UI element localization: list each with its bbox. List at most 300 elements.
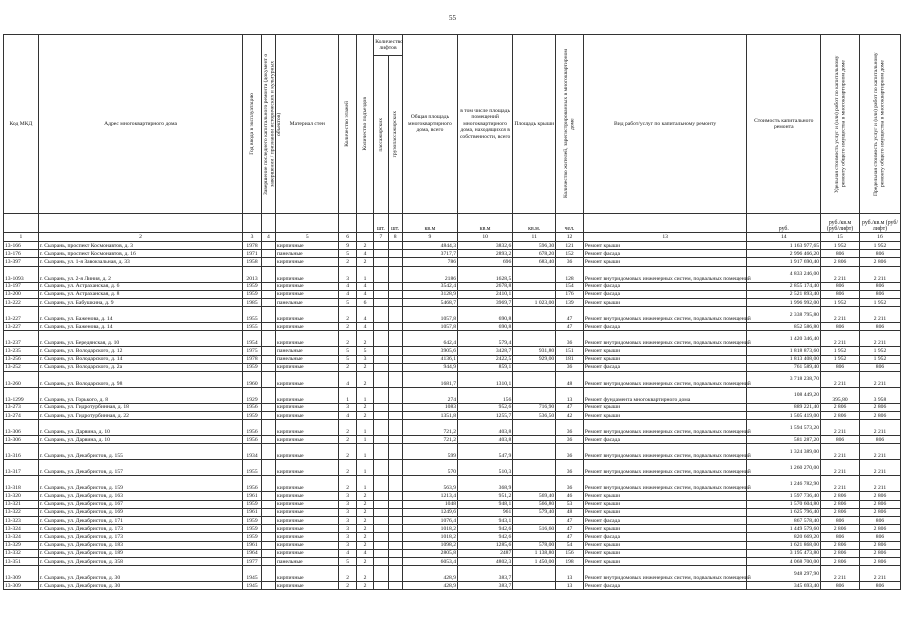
table-cell	[374, 242, 388, 250]
column-number: 8	[388, 233, 402, 242]
table-cell: 1 952	[821, 242, 860, 250]
table-cell: 13-1299	[4, 387, 39, 403]
table-cell: 1955	[243, 460, 261, 476]
table-cell: 3832,6	[458, 242, 513, 250]
table-cell: 1	[356, 476, 373, 492]
table-cell: панельные	[276, 347, 339, 355]
table-cell	[388, 258, 402, 266]
unit-cell: руб./кв.м (руб/лифт)	[821, 214, 860, 233]
table-cell: Ремонт фасада	[583, 282, 747, 290]
table-cell: 5	[339, 347, 356, 355]
table-cell: кирпичные	[276, 290, 339, 298]
table-cell: 2	[356, 566, 373, 582]
table-cell: 13-323	[4, 517, 39, 525]
table-cell: 13-273	[4, 403, 39, 411]
table-cell	[261, 492, 275, 500]
table-cell: 139	[556, 298, 584, 306]
table-cell: 1 505 419,00	[747, 412, 821, 420]
table-cell	[513, 371, 556, 387]
table-cell: 2 806	[859, 557, 900, 565]
table-cell: г. Сызрань, проспект Космонавтов, д. 16	[38, 250, 243, 258]
table-cell: 806	[821, 290, 860, 298]
table-cell: 6	[356, 298, 373, 306]
table-cell: 4	[356, 290, 373, 298]
table-cell	[261, 258, 275, 266]
table-cell: 5	[339, 298, 356, 306]
table-cell: 2 806	[859, 500, 900, 508]
table-cell: 806	[859, 517, 900, 525]
table-cell: 1	[339, 387, 356, 403]
table-cell: 3	[339, 525, 356, 533]
table-cell: 6053,4	[402, 557, 457, 565]
table-cell: 2	[356, 582, 373, 590]
page-number: 55	[449, 14, 456, 22]
table-cell: г. Сызрань, ул. Володарского, д. 98	[38, 371, 243, 387]
table-cell: г. Сызрань, ул. Бередянская, д. 10	[38, 331, 243, 347]
table-row	[4, 533, 901, 541]
table-cell: 1971	[243, 250, 261, 258]
table-cell: 1 246 782,90	[747, 476, 821, 492]
table-cell: 1960	[243, 371, 261, 387]
table-cell: 13-316	[4, 444, 39, 460]
table-cell: Ремонт фасада	[583, 363, 747, 371]
table-row	[4, 460, 901, 476]
header-entrances: Количество подъездов	[361, 97, 368, 151]
table-cell: 36	[556, 363, 584, 371]
table-cell	[388, 444, 402, 460]
table-cell	[388, 500, 402, 508]
table-cell: 2 806	[821, 557, 860, 565]
table-cell: 2	[356, 533, 373, 541]
table-cell: 1	[356, 460, 373, 476]
table-cell: 579,40	[513, 508, 556, 516]
table-cell	[388, 331, 402, 347]
table-cell: 806	[821, 282, 860, 290]
table-cell: кирпичные	[276, 282, 339, 290]
table-cell: г. Сызрань, ул. Баженова, д. 14	[38, 323, 243, 331]
table-cell: 536,50	[513, 412, 556, 420]
table-cell: Ремонт внутридомовых инженерных систем, подвальных помещений	[583, 307, 747, 323]
table-cell: 683,40	[513, 258, 556, 266]
table-cell: кирпичные	[276, 566, 339, 582]
table-cell: 1018,2	[402, 525, 457, 533]
table-cell: 806	[821, 250, 860, 258]
table-cell	[513, 290, 556, 298]
table-cell: 13-274	[4, 412, 39, 420]
header-max-cost: Предельная стоимость услуг и (или) работ по капитальному ремонту общего имущества в многоквартирном доме	[873, 52, 886, 196]
table-cell: г. Сызрань, ул. Декабристов, д. 171	[38, 517, 243, 525]
table-cell: 13-309	[4, 566, 39, 582]
table-cell: 3 718 238,70	[747, 371, 821, 387]
table-cell	[374, 460, 388, 476]
table-cell: 1 621 868,00	[747, 541, 821, 549]
table-cell: 2 211	[859, 476, 900, 492]
table-cell: г. Сызрань, ул. Астраханская, д. 6	[38, 282, 243, 290]
table-cell: 47	[556, 307, 584, 323]
table-cell: г. Сызрань, ул. Гидротурбинная, д. 18	[38, 403, 243, 411]
table-cell: 596,30	[513, 242, 556, 250]
table-cell: 2 211	[821, 566, 860, 582]
table-cell: Ремонт крыши	[583, 549, 747, 557]
table-cell	[388, 266, 402, 282]
table-cell: 578,00	[513, 541, 556, 549]
table-cell: 13-227	[4, 323, 39, 331]
table-cell: 566,80	[513, 500, 556, 508]
table-cell: Ремонт внутридомовых инженерных систем, подвальных помещений	[583, 371, 747, 387]
table-cell: 599	[402, 444, 457, 460]
table-row	[4, 492, 901, 500]
table-cell: Ремонт внутридомовых инженерных систем, подвальных помещений	[583, 460, 747, 476]
table-cell	[388, 549, 402, 557]
table-cell: 1956	[243, 436, 261, 444]
table-cell	[261, 363, 275, 371]
table-cell	[513, 323, 556, 331]
table-cell	[513, 307, 556, 323]
table-cell: 428,9	[402, 566, 457, 582]
table-cell	[388, 403, 402, 411]
table-cell: 1	[356, 387, 373, 403]
table-cell: 2	[356, 541, 373, 549]
table-cell	[374, 476, 388, 492]
table-cell: 678,20	[513, 250, 556, 258]
table-cell: 13-324	[4, 533, 39, 541]
table-cell: 1959	[243, 517, 261, 525]
table-cell	[374, 549, 388, 557]
table-cell: 13-197	[4, 282, 39, 290]
table-cell: Ремонт внутридомовых инженерных систем, подвальных помещений	[583, 444, 747, 460]
table-cell: 806	[859, 363, 900, 371]
table-cell	[513, 566, 556, 582]
table-cell: 53	[556, 500, 584, 508]
table-cell: 2 806	[859, 525, 900, 533]
table-cell: 1	[356, 420, 373, 436]
table-cell: кирпичные	[276, 476, 339, 492]
table-row	[4, 508, 901, 516]
table-cell	[388, 557, 402, 565]
table-cell: 4802,3	[458, 557, 513, 565]
table-cell: 2 806	[821, 258, 860, 266]
table-cell: 47	[556, 323, 584, 331]
table-cell	[388, 323, 402, 331]
table-cell: 1955	[243, 307, 261, 323]
table-cell: 1 952	[821, 298, 860, 306]
table-cell	[261, 566, 275, 582]
table-cell: 4136,1	[402, 355, 457, 363]
table-cell: 4	[339, 290, 356, 298]
table-cell: панельные	[276, 355, 339, 363]
table-cell: 13-329	[4, 541, 39, 549]
table-cell: 368,9	[458, 476, 513, 492]
table-cell	[513, 476, 556, 492]
table-cell	[388, 387, 402, 403]
table-cell	[261, 436, 275, 444]
table-row	[4, 282, 901, 290]
table-cell	[374, 371, 388, 387]
table-cell: Ремонт внутридомовых инженерных систем, подвальных помещений	[583, 476, 747, 492]
table-cell: 2	[356, 363, 373, 371]
table-cell: 1 570 604,80	[747, 500, 821, 508]
column-number: 14	[747, 233, 821, 242]
table-cell: 3	[339, 517, 356, 525]
table-cell: 1 324 389,00	[747, 444, 821, 460]
table-cell: 696	[458, 258, 513, 266]
table-cell: Ремонт внутридомовых инженерных систем, подвальных помещений	[583, 266, 747, 282]
table-cell: 2	[356, 412, 373, 420]
table-cell: 1285,6	[458, 541, 513, 549]
table-cell: 2 855 174,40	[747, 282, 821, 290]
table-cell: 806	[859, 582, 900, 590]
table-cell: 961	[458, 508, 513, 516]
column-number: 4	[261, 233, 275, 242]
table-cell: 13-200	[4, 290, 39, 298]
table-cell: Ремонт крыши	[583, 242, 747, 250]
table-cell: 1 450,00	[513, 557, 556, 565]
table-cell: 403,8	[458, 436, 513, 444]
table-row	[4, 444, 901, 460]
table-cell	[261, 282, 275, 290]
unit-cell: кв.м.	[513, 214, 556, 233]
table-cell: 569,40	[513, 492, 556, 500]
table-cell: г. Сызрань, ул. Володарского, д. 12	[38, 347, 243, 355]
table-cell: 1961	[243, 508, 261, 516]
table-cell: Ремонт крыши	[583, 557, 747, 565]
table-cell: г. Сызрань, ул. Декабристов, д. 30	[38, 566, 243, 582]
table-cell: 1959	[243, 533, 261, 541]
table-cell: г. Сызрань, ул. Декабристов, д. 159	[38, 476, 243, 492]
table-cell: 2 806	[859, 492, 900, 500]
table-cell	[388, 476, 402, 492]
table-cell: 2 806	[821, 492, 860, 500]
table-cell: 1956	[243, 476, 261, 492]
table-cell: 198	[556, 557, 584, 565]
table-cell: 2	[339, 420, 356, 436]
table-cell: 3905,6	[402, 347, 457, 355]
table-cell: г. Сызрань, ул. Астраханская, д. 8	[38, 290, 243, 298]
table-cell: 4844,3	[402, 242, 457, 250]
table-cell: Ремонт крыши	[583, 508, 747, 516]
table-cell: 1 818 873,60	[747, 347, 821, 355]
column-number: 15	[821, 233, 860, 242]
table-cell	[374, 582, 388, 590]
table-cell: 948,1	[458, 500, 513, 508]
table-cell: 3	[339, 403, 356, 411]
table-cell	[261, 266, 275, 282]
table-cell: 3 958	[859, 387, 900, 403]
table-cell	[261, 242, 275, 250]
table-cell	[388, 355, 402, 363]
table-cell: Ремонт фасада	[583, 533, 747, 541]
table-cell: кирпичные	[276, 323, 339, 331]
table-cell	[388, 363, 402, 371]
table-cell	[388, 492, 402, 500]
table-cell: 942,6	[458, 533, 513, 541]
table-cell: 2186	[402, 266, 457, 282]
unit-cell: кв.м	[458, 214, 513, 233]
table-cell: г. Сызрань, ул. Декабристов, д. 173	[38, 533, 243, 541]
table-row	[4, 250, 901, 258]
table-cell: 13-309	[4, 582, 39, 590]
table-cell	[261, 420, 275, 436]
table-cell: Ремонт крыши	[583, 403, 747, 411]
table-cell: 2 806	[859, 549, 900, 557]
table-cell: 2	[339, 307, 356, 323]
table-cell: кирпичные	[276, 258, 339, 266]
table-cell: г. Сызрань, ул. Володарского, д. 14	[38, 355, 243, 363]
table-cell	[261, 290, 275, 298]
table-cell: 1083	[402, 403, 457, 411]
header-year: Год ввода в эксплуатацию	[248, 93, 255, 155]
column-number: 9	[402, 233, 457, 242]
table-cell: 3	[339, 508, 356, 516]
table-row	[4, 525, 901, 533]
table-cell	[261, 371, 275, 387]
table-cell	[374, 412, 388, 420]
table-cell	[261, 517, 275, 525]
table-cell: 1098,2	[402, 541, 457, 549]
table-cell: 1255,7	[458, 412, 513, 420]
table-cell	[513, 420, 556, 436]
table-cell: 2 996 466,20	[747, 250, 821, 258]
table-cell: г. Сызрань, ул. Гидротурбинная, д. 22	[38, 412, 243, 420]
table-cell: 3	[339, 266, 356, 282]
table-cell: 156	[458, 387, 513, 403]
table-cell: 36	[556, 420, 584, 436]
unit-cell: руб.	[747, 214, 821, 233]
table-cell: 1977	[243, 557, 261, 565]
table-cell: 1945	[243, 566, 261, 582]
table-cell: 2 211	[859, 371, 900, 387]
table-cell: г. Сызрань, ул. Декабристов, д. 189	[38, 549, 243, 557]
table-cell: 2 806	[821, 403, 860, 411]
table-cell: 4	[356, 282, 373, 290]
table-cell: 570	[402, 460, 457, 476]
table-row	[4, 298, 901, 306]
table-cell: кирпичные	[276, 371, 339, 387]
table-cell: 948 297,90	[747, 566, 821, 582]
table-cell: 547,9	[458, 444, 513, 460]
table-cell	[513, 582, 556, 590]
table-cell: панельные	[276, 557, 339, 565]
table-cell: 4	[339, 412, 356, 420]
table-cell: 1956	[243, 403, 261, 411]
unit-cell: чел.	[556, 214, 584, 233]
units-row	[4, 214, 901, 233]
table-cell: 181	[556, 355, 584, 363]
table-cell	[374, 541, 388, 549]
header-work-type: Вид работ/услуг по капитальному ремонту	[583, 35, 747, 214]
table-cell: 3 195 473,80	[747, 549, 821, 557]
table-cell: 2 211	[859, 331, 900, 347]
table-cell	[374, 282, 388, 290]
table-cell: 13-320	[4, 492, 39, 500]
table-cell: 2	[339, 476, 356, 492]
table-cell: 2678,8	[458, 282, 513, 290]
table-cell: 1958	[243, 258, 261, 266]
table-cell: 2805,8	[402, 549, 457, 557]
table-cell: 1959	[243, 363, 261, 371]
table-row	[4, 549, 901, 557]
table-cell	[374, 492, 388, 500]
table-row	[4, 363, 901, 371]
unit-cell: шт.	[388, 214, 402, 233]
table-cell: 13-256	[4, 355, 39, 363]
header-total-area: Общая площадь многоквартирного дома, всего	[402, 35, 457, 214]
table-cell	[388, 582, 402, 590]
table-cell: 48	[556, 371, 584, 387]
table-cell: 2 806	[821, 541, 860, 549]
column-number: 5	[276, 233, 339, 242]
table-cell: 952,6	[458, 403, 513, 411]
table-cell	[513, 517, 556, 525]
table-cell: 4 833 246,00	[747, 266, 821, 282]
table-cell	[261, 323, 275, 331]
table-cell: 36	[556, 476, 584, 492]
table-cell	[374, 557, 388, 565]
table-cell: 13-318	[4, 476, 39, 492]
table-cell: 1076,4	[402, 517, 457, 525]
table-cell: 2 806	[859, 412, 900, 420]
table-cell: 951,2	[458, 492, 513, 500]
table-cell	[261, 347, 275, 355]
table-cell: 4 068 700,00	[747, 557, 821, 565]
table-cell: 2 211	[821, 476, 860, 492]
header-address: Адрес многоквартирного дома	[38, 35, 243, 214]
table-cell: 5	[339, 355, 356, 363]
table-cell: 1057,8	[402, 323, 457, 331]
table-cell: 1628,5	[458, 266, 513, 282]
table-cell: 1 996 992,00	[747, 298, 821, 306]
column-number: 11	[513, 233, 556, 242]
table-cell: 852 586,80	[747, 323, 821, 331]
table-cell	[374, 444, 388, 460]
table-cell: 2	[356, 557, 373, 565]
table-cell: 2	[339, 444, 356, 460]
table-cell: кирпичные	[276, 403, 339, 411]
table-cell: кирпичные	[276, 307, 339, 323]
table-cell: 2	[356, 331, 373, 347]
table-cell: 3542,4	[402, 282, 457, 290]
table-cell	[374, 508, 388, 516]
table-cell: г. Сызрань, ул. Декабристов, д. 157	[38, 460, 243, 476]
table-cell	[388, 508, 402, 516]
table-cell: кирпичные	[276, 525, 339, 533]
table-cell: панельные	[276, 298, 339, 306]
table-row	[4, 403, 901, 411]
table-cell	[374, 266, 388, 282]
table-cell: 761 589,40	[747, 363, 821, 371]
table-cell	[261, 298, 275, 306]
table-cell: 13-332	[4, 549, 39, 557]
table-cell	[388, 517, 402, 525]
table-cell: 516,60	[513, 525, 556, 533]
table-cell	[374, 355, 388, 363]
table-cell: 13-306	[4, 420, 39, 436]
table-cell: 47	[556, 403, 584, 411]
table-cell: 2 338 795,80	[747, 307, 821, 323]
table-cell: 36	[556, 444, 584, 460]
table-cell: 806	[859, 282, 900, 290]
table-cell: 4	[339, 282, 356, 290]
table-cell: 2	[356, 492, 373, 500]
table-cell: 1048	[402, 500, 457, 508]
table-cell: 2 806	[821, 549, 860, 557]
table-cell: 13-1093	[4, 266, 39, 282]
table-cell	[374, 323, 388, 331]
table-cell	[388, 250, 402, 258]
table-cell: Ремонт внутридомовых инженерных систем, подвальных помещений	[583, 566, 747, 582]
table-cell	[374, 533, 388, 541]
table-cell: г. Сызрань, ул. Декабристов, д. 155	[38, 444, 243, 460]
